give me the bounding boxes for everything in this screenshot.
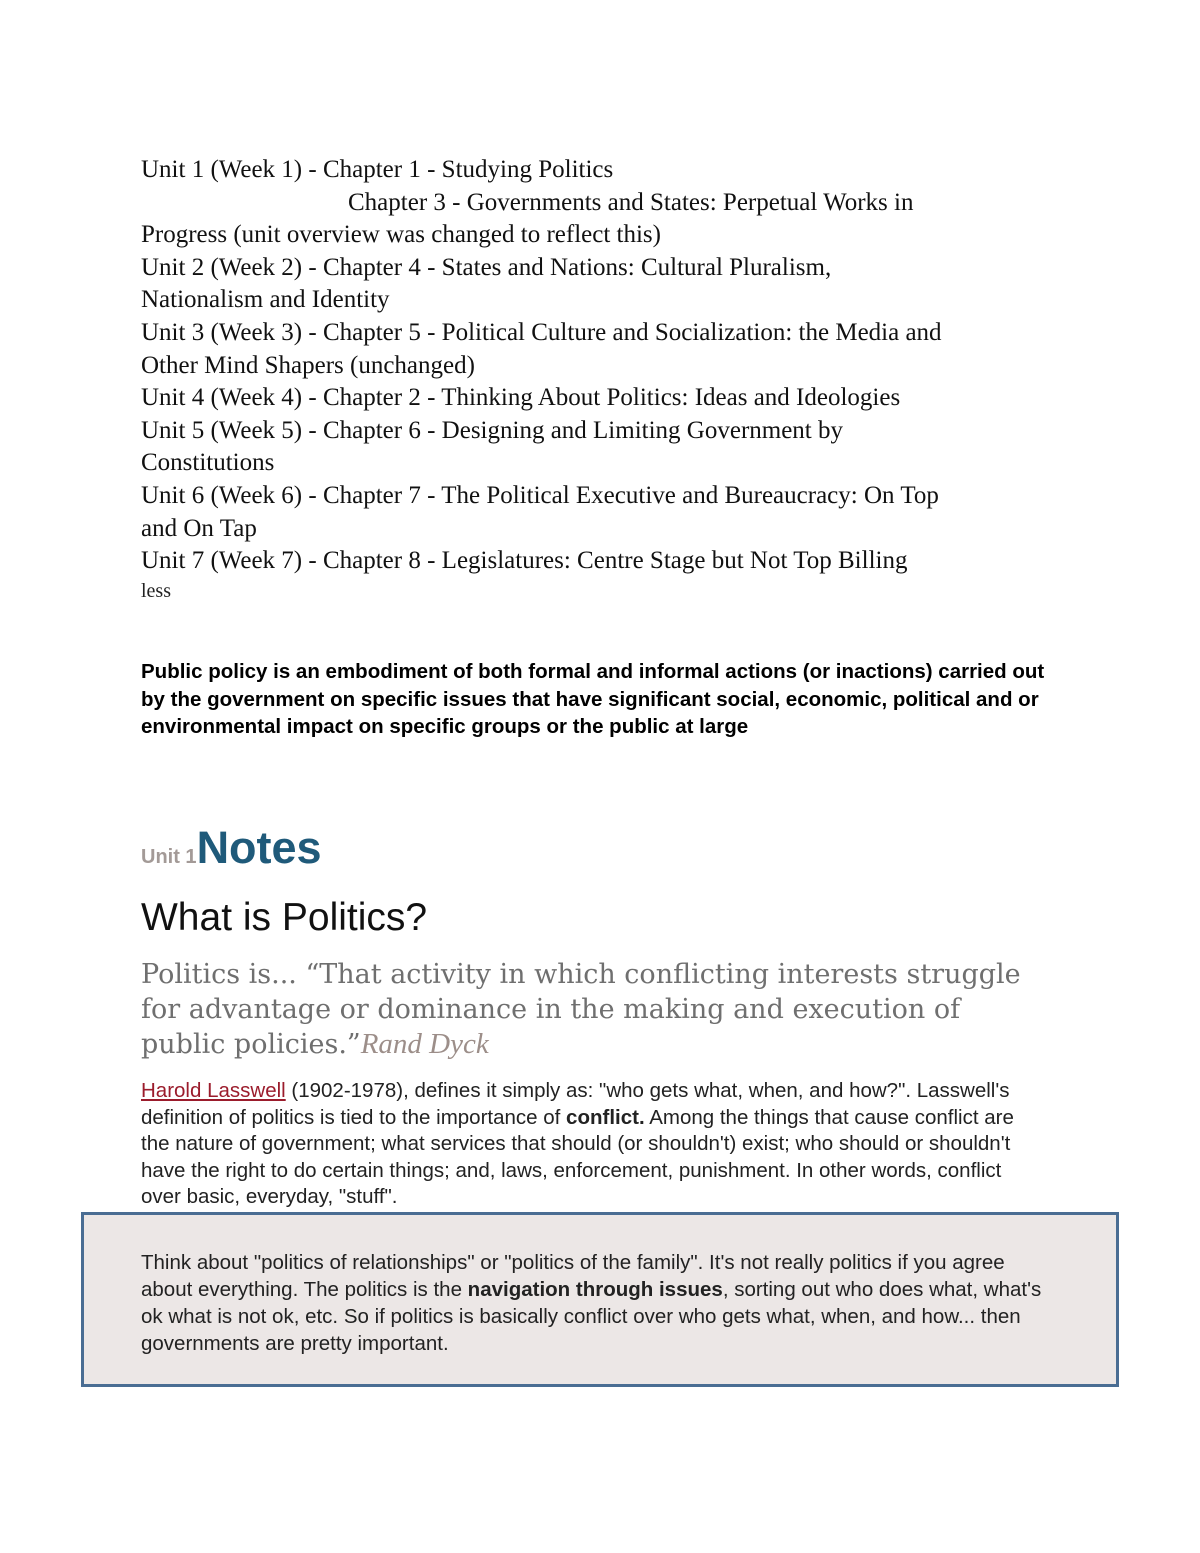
- unit-notes-heading: [141, 822, 322, 874]
- schedule-line: Progress (unit overview was changed to reflect this): [141, 221, 661, 249]
- section-title: What is Politics?: [141, 896, 428, 939]
- schedule-line: and On Tap: [141, 514, 257, 542]
- unit-schedule: [141, 154, 1081, 604]
- schedule-line: Nationalism and Identity: [141, 286, 390, 314]
- quote-author: Rand Dyck: [360, 1028, 489, 1060]
- public-policy-definition: Public policy is an embodiment of both formal and informal actions (or inactions) carried out by the government on specific issues that have significant social, economic, political and or environmental impact on specific groups or the public at large: [141, 660, 1045, 738]
- unit-label: Unit 1: [141, 846, 197, 868]
- schedule-line: Other Mind Shapers (unchanged): [141, 351, 475, 379]
- politics-quote: [141, 957, 1041, 1062]
- schedule-line: Chapter 3 - Governments and States: Perpetual Works in: [348, 188, 914, 216]
- callout-box: [81, 1212, 1119, 1387]
- schedule-line: Constitutions: [141, 449, 275, 477]
- lasswell-paragraph: [141, 1078, 1041, 1211]
- less-toggle[interactable]: less: [141, 579, 171, 602]
- callout-text: [141, 1249, 1061, 1357]
- callout-text-part: Think about "politics of relationships" or "politics of the family". It's not really politics if you agree about everything. The politics is the: [141, 1251, 1005, 1301]
- schedule-line: Unit 2 (Week 2) - Chapter 4 - States and Nations: Cultural Pluralism,: [141, 253, 832, 281]
- schedule-line: Unit 1 (Week 1) - Chapter 1 - Studying Politics: [141, 156, 614, 183]
- schedule-line: Unit 7 (Week 7) - Chapter 8 - Legislatures: Centre Stage but Not Top Billing: [141, 547, 908, 575]
- schedule-line: Unit 3 (Week 3) - Chapter 5 - Political Culture and Socialization: the Media and: [141, 318, 942, 346]
- notes-label: Notes: [196, 822, 322, 873]
- callout-emphasis: navigation through issues: [467, 1278, 723, 1301]
- paragraph-text: Among the things that cause conflict are the nature of government; what services that should (or shouldn't) exist; who should or shouldn't have the right to do certain things; and, laws, enforcement, punishment. In other words, conflict over basic, everyday, "stuff".: [141, 1105, 1014, 1208]
- paragraph-text: (1902-1978), defines it simply as: "who gets what, when, and how?". Lasswell's definition of politics is tied to the importance of: [141, 1079, 1010, 1129]
- schedule-line: Unit 6 (Week 6) - Chapter 7 - The Political Executive and Bureaucracy: On Top: [141, 481, 939, 509]
- harold-lasswell-link[interactable]: Harold Lasswell: [141, 1079, 286, 1102]
- conflict-emphasis: conflict.: [566, 1105, 645, 1129]
- schedule-line: Unit 4 (Week 4) - Chapter 2 - Thinking About Politics: Ideas and Ideologies: [141, 384, 901, 412]
- callout-text-part: , sorting out who does what, what's ok what is not ok, etc. So if politics is basically conflict over who gets what, when, and how... then governments are pretty important.: [141, 1278, 1042, 1355]
- schedule-line: Unit 5 (Week 5) - Chapter 6 - Designing and Limiting Government by: [141, 416, 844, 444]
- quote-text: Politics is... “That activity in which conflicting interests struggle for advantage or dominance in the making and execution of public policies.”: [141, 959, 1021, 1060]
